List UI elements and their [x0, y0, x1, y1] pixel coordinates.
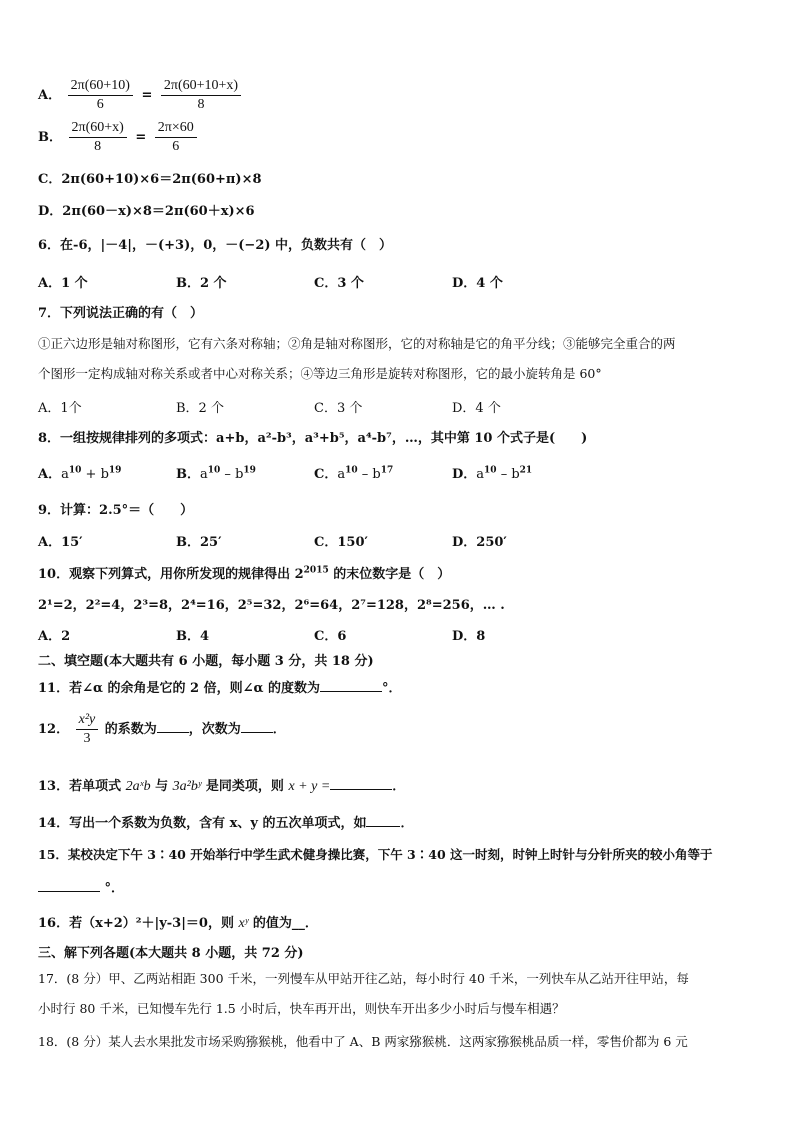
q9-option-d: D．250′: [452, 535, 507, 550]
q9-option-c: C．150′: [314, 535, 368, 550]
q6-option-c: C．3 个: [314, 276, 364, 291]
q9-option-b: B．25′: [176, 535, 222, 550]
q7-statements-line1: ①正六边形是轴对称图形，它有六条对称轴；②角是轴对称图形，它的对称轴是它的角平分线；③能够完全重合的两: [38, 336, 676, 351]
q10-option-a: A．2: [38, 629, 71, 644]
q8-option-b: B．$a^{10} - b^{19}$: [176, 465, 256, 482]
q10-option-d: D．8: [452, 629, 486, 644]
answer-blank: [38, 879, 100, 892]
q5-option-d: D．2π(60－x)×8＝2π(60＋x)×6: [38, 204, 255, 219]
q8-stem: 8．一组按规律排列的多项式：a+b，a²-b³，a³+b⁵，a⁴-b⁷，…，其中第 10 个式子是( ): [38, 431, 588, 446]
q10-stem: 10．观察下列算式，用你所发现的规律得出 $2^{2015}$ 的末位数字是（ ）: [38, 565, 451, 582]
q6-option-b: B．2 个: [176, 276, 227, 291]
q7-option-d: D．4 个: [452, 401, 501, 416]
answer-blank: [320, 679, 382, 692]
section-heading-fill-in: 二、填空题(本大题共有 6 小题，每小题 3 分，共 18 分): [38, 654, 374, 669]
answer-blank: [366, 814, 400, 827]
q13: 13．若单项式 2aˣb 与 3a²bʸ 是同类项，则 x + y = ．: [38, 779, 406, 794]
q7-option-c: C．3 个: [314, 401, 363, 416]
fraction: $\frac{2\pi\times 60}{6}$: [155, 120, 197, 155]
q7-stem: 7．下列说法正确的有（ ）: [38, 306, 204, 321]
q17-line1: 17．(8 分）甲、乙两站相距 300 千米，一列慢车从甲站开往乙站，每小时行 40 千米，一列快车从乙站开往甲站，每: [38, 971, 689, 986]
answer-blank: [241, 720, 273, 733]
q15-line1: 15．某校决定下午 3∶40 开始举行中学生武术健身操比赛，下午 3∶40 这一时刻，时钟上时针与分针所夹的较小角等于: [38, 847, 713, 862]
fraction: $\frac{\text{x²y}}{3}$: [76, 712, 99, 747]
q7-option-a: A．1个: [38, 401, 82, 416]
q8-option-c: C．$a^{10} - b^{17}$: [314, 465, 394, 482]
q8-option-d: D．$a^{10} - b^{21}$: [452, 465, 533, 482]
q18-line1: 18．(8 分）某人去水果批发市场采购猕猴桃，他看中了 A、B 两家猕猴桃．这两家猕猴桃品质一样，零售价都为 6 元: [38, 1034, 688, 1049]
q5-option-c: C．2π(60+10)×6＝2π(60+π)×8: [38, 172, 262, 187]
q16: 16．若（x+2）²＋|y-3|＝0，则 xʸ 的值为__．: [38, 916, 318, 931]
q14: 14．写出一个系数为负数，含有 x、y 的五次单项式，如 ．: [38, 816, 414, 831]
q9-stem: 9．计算：2.5°＝（ ）: [38, 503, 194, 518]
q10-series: 2¹=2，2²=4，2³=8，2⁴=16，2⁵=32，2⁶=64，2⁷=128，2⁸=256，… .: [38, 598, 505, 613]
q6-option-d: D．4 个: [452, 276, 503, 291]
q15-line2: °．: [38, 877, 124, 896]
q5-option-a: A． $\frac{2\pi(60+10)}{6}$ = $\frac{2\pi(60+10+x)}{8}$: [38, 78, 243, 113]
section-heading-solve: 三、解下列各题(本大题共 8 小题，共 72 分): [38, 946, 304, 961]
q9-option-a: A．15′: [38, 535, 83, 550]
q12: 12． $\frac{\text{x²y}}{3}$ 的系数为 ，次数为 ．: [38, 712, 286, 746]
q11: 11．若∠α 的余角是它的 2 倍，则∠α 的度数为 °．: [38, 681, 402, 696]
fraction: $\frac{2\pi(60+10+x)}{8}$: [161, 78, 241, 113]
q7-option-b: B．2 个: [176, 401, 224, 416]
q17-line2: 小时行 80 千米，已知慢车先行 1.5 小时后，快车再开出，则快车开出多少小时后与慢车相遇？: [38, 1001, 565, 1016]
q8-option-a: A．$a^{10} + b^{19}$: [38, 465, 122, 482]
fraction: $\frac{2\pi(60+10)}{6}$: [68, 78, 133, 113]
q10-option-c: C．6: [314, 629, 347, 644]
q10-option-b: B．4: [176, 629, 210, 644]
q6-stem: 6．在-6，|－4|，－(+3)，0，－(−2) 中，负数共有（ ）: [38, 238, 393, 253]
fraction: $\frac{2\pi(60+x)}{8}$: [69, 120, 127, 155]
answer-blank: [330, 777, 392, 790]
q6-option-a: A．1 个: [38, 276, 88, 291]
answer-blank: [157, 720, 189, 733]
q5-option-b: B． $\frac{2\pi(60+x)}{8}$ = $\frac{2\pi\times 60}{6}$: [38, 120, 199, 155]
q7-statements-line2: 个图形一定构成轴对称关系或者中心对称关系；④等边三角形是旋转对称图形，它的最小旋转角是 60°: [38, 366, 602, 381]
